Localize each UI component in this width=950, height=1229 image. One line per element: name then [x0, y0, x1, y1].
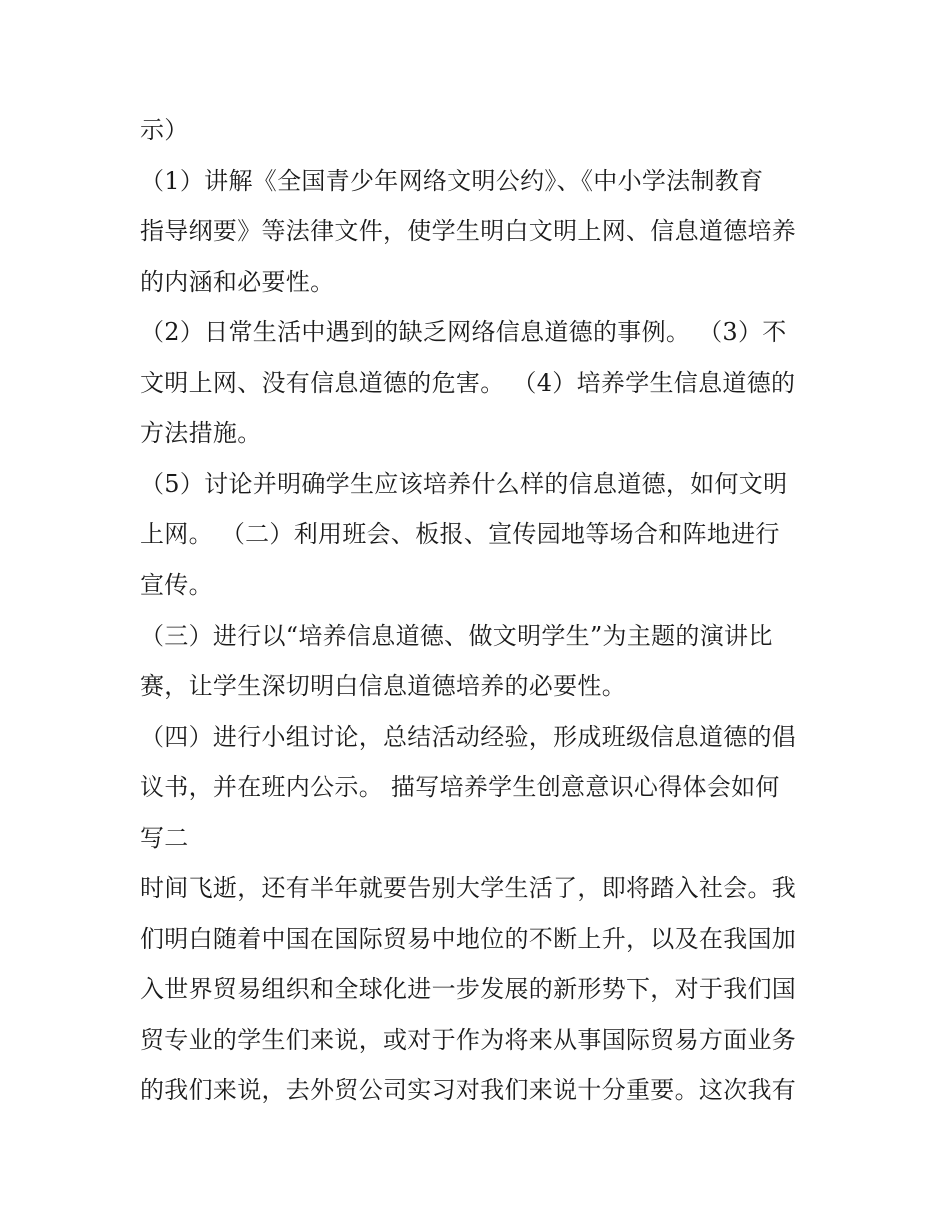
text-line: 写二 — [140, 824, 189, 852]
text-line: （2）日常生活中遇到的缺乏网络信息道德的事例。 （3）不 — [140, 318, 787, 346]
text-line: 们明白随着中国在国际贸易中地位的不断上升，以及在我国加 — [140, 925, 797, 953]
text-line: 赛，让学生深切明白信息道德培养的必要性。 — [140, 672, 626, 700]
text-line: （1）讲解《全国青少年网络文明公约》、《中小学法制教育 — [140, 167, 764, 195]
text-line: 入世界贸易组织和全球化进一步发展的新形势下，对于我们国 — [140, 975, 797, 1003]
text-line: 指导纲要》等法律文件，使学生明白文明上网、信息道德培养 — [140, 217, 797, 245]
text-line: 文明上网、没有信息道德的危害。 （4）培养学生信息道德的 — [140, 369, 796, 397]
text-line: 方法措施。 — [140, 419, 262, 447]
text-line: 时间飞逝，还有半年就要告别大学生活了，即将踏入社会。我 — [140, 874, 797, 902]
text-line: （四）进行小组讨论，总结活动经验，形成班级信息道德的倡 — [140, 723, 797, 751]
text-line: 的我们来说，去外贸公司实习对我们来说十分重要。这次我有 — [140, 1076, 797, 1104]
text-line: 宣传。 — [140, 571, 213, 599]
text-line: （5）讨论并明确学生应该培养什么样的信息道德，如何文明 — [140, 470, 788, 498]
text-line: 上网。 （二）利用班会、板报、宣传园地等场合和阵地进行 — [140, 520, 780, 548]
text-line: 的内涵和必要性。 — [140, 268, 335, 296]
text-line: 贸专业的学生们来说，或对于作为将来从事国际贸易方面业务 — [140, 1026, 797, 1054]
text-line: 示） — [140, 116, 189, 144]
text-line: （三）进行以“培养信息道德、做文明学生”为主题的演讲比 — [140, 622, 773, 650]
text-line: 议书，并在班内公示。 描写培养学生创意意识心得体会如何 — [140, 773, 780, 801]
